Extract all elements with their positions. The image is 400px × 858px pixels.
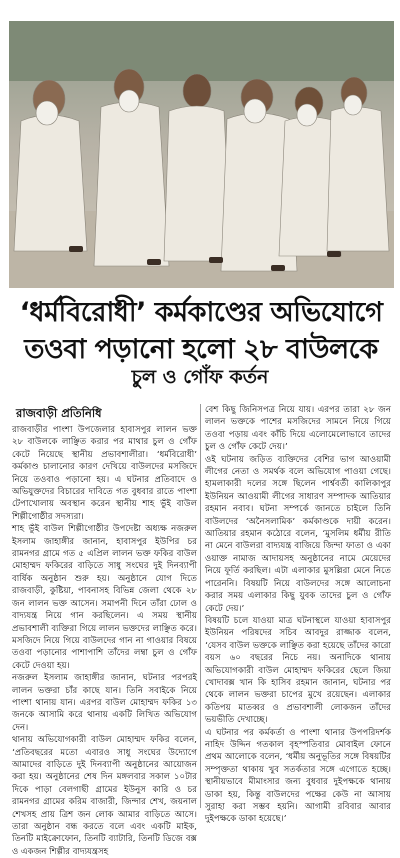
paragraph: বিষয়টি চলে যাওয়া মাত্র ঘটনাস্থলে যাওয়া হাবাসপুর ইউনিয়ন পরিষদের সচিব আবদুর রাজ্জাক বলেন, ‘যেসব বাউল ভক্তকে লাঞ্ছিত করা হয়েছে তাঁদের কারো বয়স ৬০ বছরের নিচে নয়। অনাদিকে থানায় অভিযোগকারী বাউল মোহাম্মদ ফকিরের ছেলে জিয়া খোদাবক্স খান কি হাসিব রহমান জানান, ঘটনার পর থেকে লালন ভক্তরা চাপের মুখে রয়েছেন। এলাকার কতিপয় মাতব্বর ও প্রভাবশালী লোকজন তাঁদের ভয়ভীতি দেখাচ্ছে। bbox=[205, 615, 391, 726]
article-column-left bbox=[12, 424, 197, 858]
article-column-right bbox=[205, 404, 391, 826]
paragraph: শাহ ভুঁই বাউল শিল্পীগোষ্ঠীর উপদেষ্টা অধ্যক্ষ নজরুল ইসলাম জাহাঙ্গীর জানান, হাবাসপুর ইউপির চর রামনগর গ্রামে গত ৫ এপ্রিল লালন ভক্ত ফকির বাউল মোহাম্মদ ফকিরের বাড়িতে সাধু সংঘের দুই দিনব্যাপী বার্ষিক অনুষ্ঠান শুরু হয়। অনুষ্ঠানে যোগ দিতে রাজবাড়ী, কুষ্টিয়া, পাবনাসহ বিভিন্ন জেলা থেকে ২৮ জন লালন ভক্ত আসেন। সমাপনী দিনে তাঁরা ঢোল ও বাদ্যযন্ত্র নিয়ে গান করছিলেন। এ সময় স্থানীয় প্রভাবশালী ব্যক্তিরা গিয়ে লালন ভক্তদের লাঞ্ছিত করে। মসজিদে নিয়ে গিয়ে বাউলদের গান না গাওয়ার বিষয়ে তওবা পড়ানোর পাশাপাশি তাঁদের লম্বা চুল ও গোঁফ কেটে দেওয়া হয়। bbox=[12, 524, 197, 671]
headline-line-1: ‘ধর্মবিরোধী’ কর্মকাণ্ডের অভিযোগে bbox=[19, 297, 383, 328]
paragraph: নজরুল ইসলাম জাহাঙ্গীর জানান, ঘটনার পরপরই লালন ভক্তরা চাঁর কাছে যান। তিনি সবাইকে নিয়ে পাংশা থানায় যান। এরপর বাউল মোহাম্মদ ফকির ১৩ জনকে আসামি করে থানায় একটি লিখিত অভিযোগ দেন। bbox=[12, 673, 197, 733]
paragraph: এ ঘটনার পর কর্মকর্তা ও পাংশা থানার উপপরিদর্শক নাহিদ উদ্দিন গতকাল বৃহস্পতিবার মোবাইল ফোনে প্রথম আলোকে বলেন, ‘ধর্মীয় অনুভূতির সঙ্গে বিষয়টির সম্পৃক্ততা থাকায় খুব সতর্কতার সঙ্গে এগোতে হচ্ছে। স্থানীয়ভাবে মীমাংসার জন্য বুধবার দুইপক্ষকে থানায় ডাকা হয়, কিন্তু বাউলদের পক্ষের কেউ না আসায় সুরাহা করা সম্ভব হয়নি। আগামী রবিবার আবার দুইপক্ষকে ডাকা হয়েছে।’ bbox=[205, 727, 391, 825]
byline: রাজবাড়ী প্রতিনিধি bbox=[16, 406, 102, 420]
paragraph: ওই ঘটনায় জড়িত ব্যক্তিদের বেশির ভাগ আওয়ামী লীগের নেতা ও সমর্থক বলে অভিযোগ পাওয়া গেছে। হামলাকারী দলের সঙ্গে ছিলেন পার্শ্ববর্তী কালিকাপুর ইউনিয়ন আওয়ামী লীগের সাধারণ সম্পাদক আতিয়ার রহমান নবাব। ঘটনা সম্পর্কে জানতে চাইলে তিনি বাউলদের ‘অনৈসলামিক’ কর্মকাণ্ডকে দায়ী করেন। আতিয়ার রহমান কঠোরে বলেন, ‘মুসলিম ধর্মীয় রীতি না মেনে বাউলরা বাদ্যযন্ত্র বাজিয়ে জিন্দা ফাতা ও একা ওয়াক্ত নামাজ আদায়সহ অনুষ্ঠানের নামে মেয়েদের নিয়ে ফূর্তি করছিল। এটা এলাকার মুসল্লিরা মেনে নিতে পারেননি। বিষয়টি নিয়ে বাউলদের সঙ্গে আলোচনা করার সময় এলাকার কিছু যুবক তাদের চুল ও গোঁফ কেটে দেয়।’ bbox=[205, 454, 391, 614]
subheadline: চুল ও গোঁফ কর্তন bbox=[131, 366, 269, 388]
paragraph: থানায় অভিযোগকারী বাউল মোহাম্মদ ফকির বলেন, ‘প্রতিবছরের মতো এবারও সাধু সংঘের উদ্যোগে আমাদের বাড়িতে দুই দিনব্যাপী অনুষ্ঠানের আয়োজন করা হয়। অনুষ্ঠানের শেষ দিন মঙ্গলবার সকাল ১০টার দিকে পাড়া বেলগাছী গ্রামের ইউনুস কারি ও চর রামনগর গ্রামের করিম বাজারী, জিন্দার শেখ, জয়নাল শেখসহ প্রায় ত্রিশ জন লোক আমার বাড়িতে আসে। তারা অনুষ্ঠান বন্ধ করতে বলে এবং একটি মাইক, তিনটি মাইক্রোফোন, তিনটি ব্যাটারি, তিনটি ডিজে বক্স ও একজন শিল্পীর বাদ্যযন্ত্রসহ bbox=[12, 735, 197, 857]
headline-line-2: তওবা পড়ানো হলো ২৮ বাউলকে bbox=[24, 334, 378, 365]
column-divider bbox=[200, 404, 201, 808]
paragraph: রাজবাড়ীর পাংশা উপজেলার হাবাসপুর লালন ভক্ত ২৮ বাউলকে লাঞ্ছিত করার পর মাথার চুল ও গোঁফ কেটে নিয়েছে স্থানীয় প্রভাবশালীরা। ‘ধর্মবিরোধী’ কর্মকাণ্ড চালানোর কারণ দেখিয়ে বাউলদের মসজিদে নিয়ে তওবাও পড়ানো হয়। এ ঘটনার প্রতিবাদে ও অভিযুক্তদের বিচারের দাবিতে গত বুধবার রাতে পাংশা টেপাখোলায় অবস্থান করেন স্থানীয় শাহ ভুঁই বাউল শিল্পীগোষ্ঠীর সদস্যরা। bbox=[12, 425, 197, 522]
news-photo bbox=[9, 21, 394, 288]
headline bbox=[6, 294, 396, 368]
paragraph: বেশ কিছু জিনিসপত্র নিয়ে যায়। এরপর তারা ২৮ জন লালন ভক্তকে পাশের মসজিদের সামনে নিয়ে গিয়ে তওবা পড়ায় এবং কাঁচি দিয়ে এলোমেলোভাবে তাদের চুল ও গোঁফ কেটে দেয়।’ bbox=[205, 405, 391, 453]
